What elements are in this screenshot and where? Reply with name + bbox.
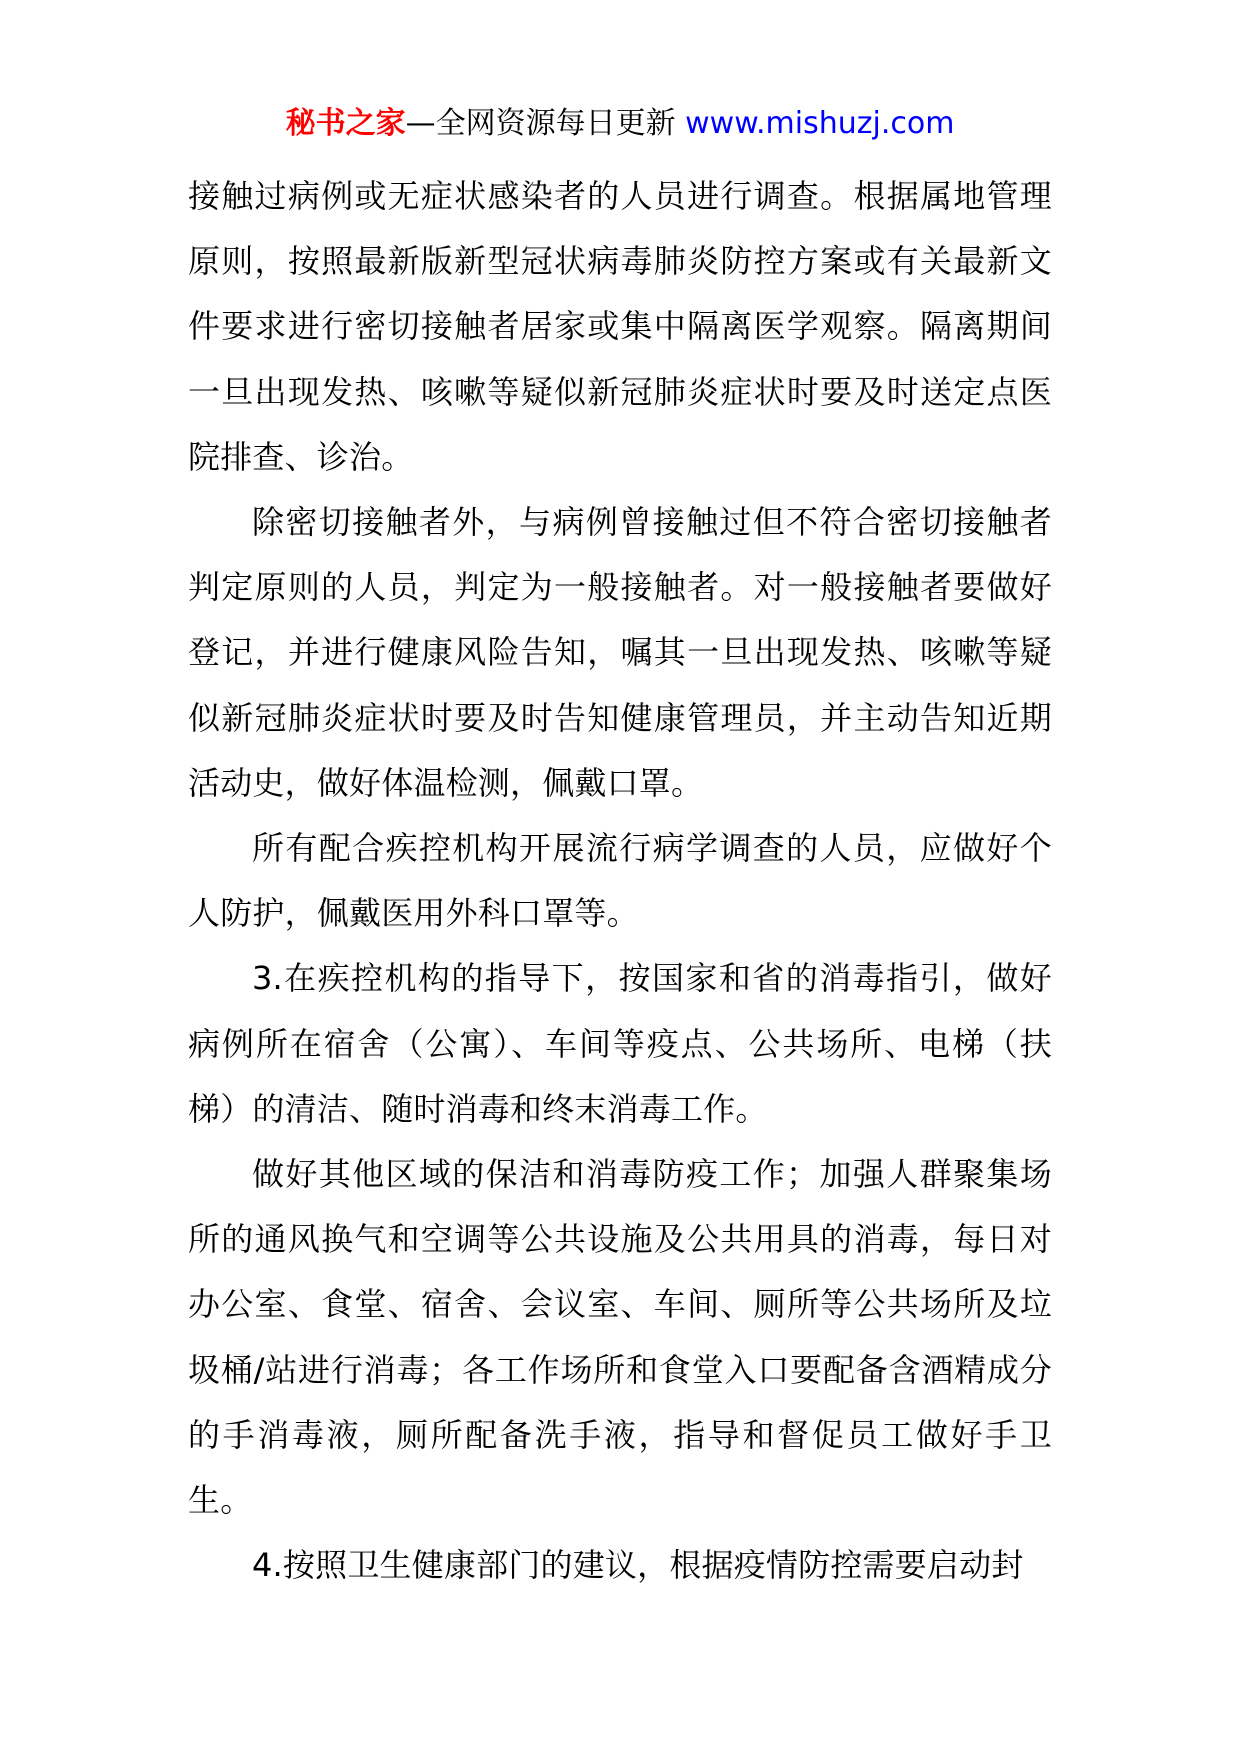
- paragraph-cleaning: 做好其他区域的保洁和消毒防疫工作；加强人群聚集场所的通风换气和空调等公共设施及公共用具的消毒，每日对办公室、食堂、宿舍、会议室、车间、厕所等公共场所及垃圾桶/站进行消毒；各工作场所和食堂入口要配备含酒精成分的手消毒液，厕所配备洗手液，指导和督促员工做好手卫生。: [188, 1155, 1052, 1520]
- brand-name: 秘书之家: [285, 106, 406, 141]
- paragraph-item-3-disinfection: 3.在疾控机构的指导下，按国家和省的消毒指引，做好病例所在宿舍（公寓）、车间等疫点、公共场所、电梯（扶梯）的清洁、随时消毒和终末消毒工作。: [188, 959, 1052, 1128]
- paragraph-continuation: 接触过病例或无症状感染者的人员进行调查。根据属地管理原则，按照最新版新型冠状病毒肺炎防控方案或有关最新文件要求进行密切接触者居家或集中隔离医学观察。隔离期间一旦出现发热、咳嗽等疑似新冠肺炎症状时要及时送定点医院排查、诊治。: [188, 177, 1052, 476]
- paragraph-item-4: 4.按照卫生健康部门的建议，根据疫情防控需要启动封: [252, 1546, 1024, 1585]
- paragraph-general-contacts: 除密切接触者外，与病例曾接触过但不符合密切接触者判定原则的人员，判定为一般接触者。对一般接触者要做好登记，并进行健康风险告知，嘱其一旦出现发热、咳嗽等疑似新冠肺炎症状时要及时告知健康管理员，并主动告知近期活动史，做好体温检测，佩戴口罩。: [188, 503, 1052, 802]
- site-url-link[interactable]: www.mishuzj.com: [685, 106, 955, 141]
- paragraph-personal-protection: 所有配合疾控机构开展流行病学调查的人员，应做好个人防护，佩戴医用外科口罩等。: [188, 829, 1052, 933]
- page-header: [0, 102, 1240, 146]
- header-tagline: —全网资源每日更新: [405, 106, 676, 141]
- document-body: [188, 164, 1052, 1598]
